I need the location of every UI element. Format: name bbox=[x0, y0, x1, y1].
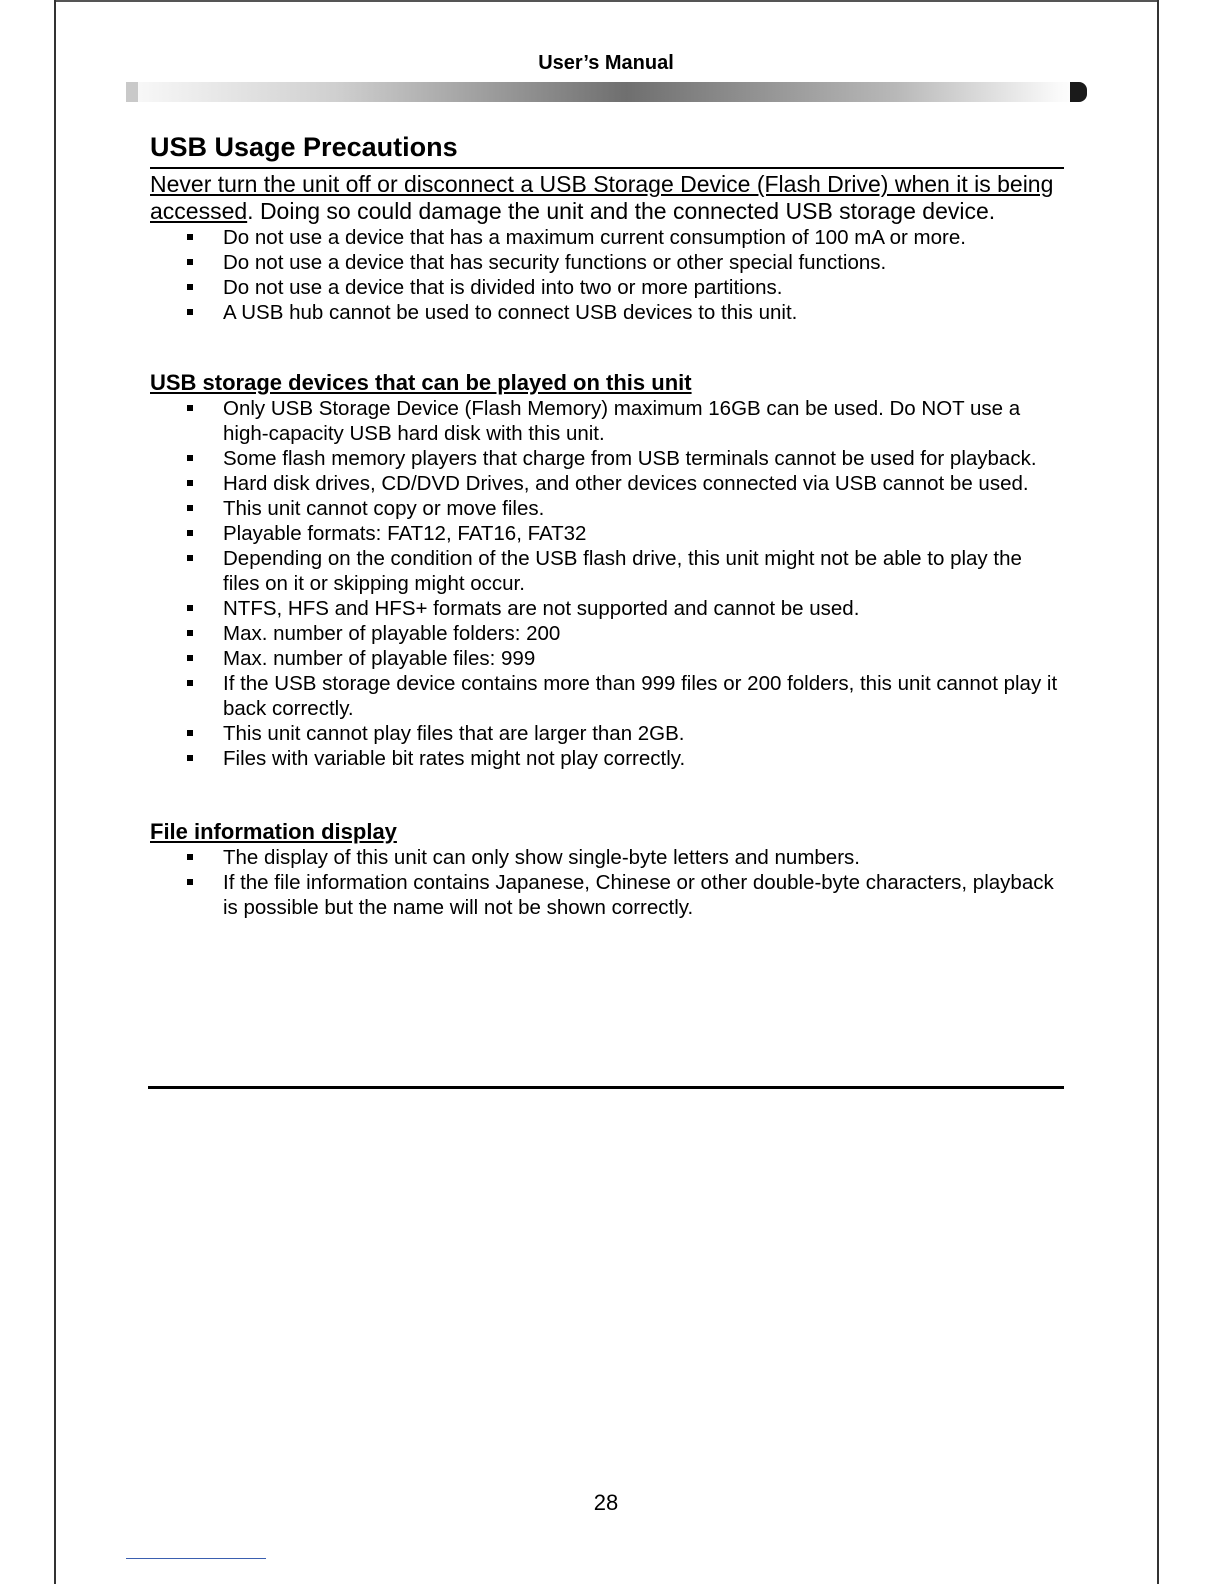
precautions-list bbox=[150, 225, 1064, 325]
page-frame-top bbox=[54, 0, 1159, 2]
list-item: Max. number of playable folders: 200 bbox=[223, 621, 1064, 646]
bullet-icon bbox=[187, 505, 193, 511]
header-bar-cap-left bbox=[126, 82, 138, 102]
list-item: Files with variable bit rates might not play correctly. bbox=[223, 746, 1064, 771]
page-frame-left bbox=[54, 0, 56, 1584]
list-item: Max. number of playable files: 999 bbox=[223, 646, 1064, 671]
bullet-icon bbox=[187, 879, 193, 885]
intro-warning-rest: . Doing so could damage the unit and the connected USB storage device. bbox=[247, 198, 996, 224]
list-item: Only USB Storage Device (Flash Memory) maximum 16GB can be used. Do NOT use a high-capacity USB hard disk with this unit. bbox=[223, 396, 1064, 446]
page-title: USB Usage Precautions bbox=[150, 128, 1064, 169]
bullet-icon bbox=[187, 730, 193, 736]
footer-rule bbox=[126, 1558, 266, 1559]
list-item: If the USB storage device contains more than 999 files or 200 folders, this unit cannot play it back correctly. bbox=[223, 671, 1064, 721]
list-item: Do not use a device that has a maximum current consumption of 100 mA or more. bbox=[223, 225, 1064, 250]
bullet-icon bbox=[187, 284, 193, 290]
bullet-icon bbox=[187, 405, 193, 411]
page-frame-right bbox=[1157, 0, 1159, 1584]
list-item: Playable formats: FAT12, FAT16, FAT32 bbox=[223, 521, 1064, 546]
bullet-icon bbox=[187, 555, 193, 561]
bullet-icon bbox=[187, 680, 193, 686]
content-bottom-rule bbox=[148, 1086, 1064, 1089]
list-item: Do not use a device that is divided into two or more partitions. bbox=[223, 275, 1064, 300]
bullet-icon bbox=[187, 309, 193, 315]
list-item: Do not use a device that has security functions or other special functions. bbox=[223, 250, 1064, 275]
list-item: Some flash memory players that charge from USB terminals cannot be used for playback. bbox=[223, 446, 1064, 471]
bullet-icon bbox=[187, 854, 193, 860]
list-item: If the file information contains Japanese, Chinese or other double-byte characters, playback is possible but the name will not be shown correctly. bbox=[223, 870, 1064, 920]
bullet-icon bbox=[187, 605, 193, 611]
list-item: Hard disk drives, CD/DVD Drives, and other devices connected via USB cannot be used. bbox=[223, 471, 1064, 496]
list-item: A USB hub cannot be used to connect USB devices to this unit. bbox=[223, 300, 1064, 325]
file-info-list bbox=[150, 845, 1064, 920]
bullet-icon bbox=[187, 630, 193, 636]
list-item: NTFS, HFS and HFS+ formats are not supported and cannot be used. bbox=[223, 596, 1064, 621]
bullet-icon bbox=[187, 655, 193, 661]
running-header: User’s Manual bbox=[538, 52, 674, 74]
section-heading-usb-storage: USB storage devices that can be played on this unit bbox=[150, 370, 692, 395]
page-number: 28 bbox=[593, 1490, 619, 1515]
bullet-icon bbox=[187, 530, 193, 536]
bullet-icon bbox=[187, 755, 193, 761]
list-item: This unit cannot play files that are larger than 2GB. bbox=[223, 721, 1064, 746]
intro-paragraph bbox=[150, 171, 1064, 225]
list-item: The display of this unit can only show single-byte letters and numbers. bbox=[223, 845, 1064, 870]
list-item: Depending on the condition of the USB flash drive, this unit might not be able to play the files on it or skipping might occur. bbox=[223, 546, 1064, 596]
bullet-icon bbox=[187, 480, 193, 486]
section-heading-file-info: File information display bbox=[150, 819, 397, 844]
intro-warning-underlined: Never turn the unit off or disconnect a USB Storage Device (Flash Drive) when it is being accessed bbox=[150, 171, 1054, 224]
header-bar-cap-right bbox=[1070, 82, 1087, 102]
page-content bbox=[150, 128, 1064, 920]
usb-storage-list bbox=[150, 396, 1064, 771]
bullet-icon bbox=[187, 455, 193, 461]
bullet-icon bbox=[187, 234, 193, 240]
bullet-icon bbox=[187, 259, 193, 265]
list-item: This unit cannot copy or move files. bbox=[223, 496, 1064, 521]
header-decorative-bar bbox=[126, 82, 1088, 102]
